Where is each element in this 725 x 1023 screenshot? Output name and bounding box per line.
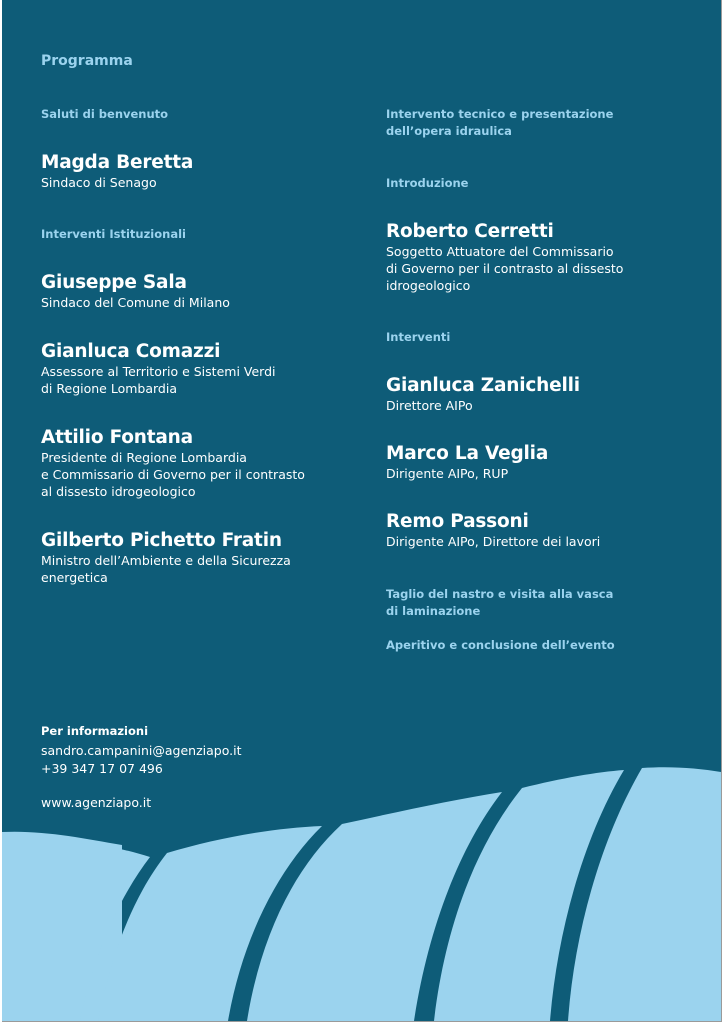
speaker-role: Ministro dell’Ambiente e della Sicurezza energetica — [41, 553, 291, 585]
speaker-role: Presidente di Regione Lombardia e Commissario di Governo per il contrasto al dissesto idrogeologico — [41, 450, 305, 499]
speaker-name: Marco La Veglia — [386, 443, 549, 464]
intro-heading: Introduzione — [386, 176, 469, 190]
contact-phone: +39 347 17 07 496 — [41, 761, 163, 776]
speaker-name: Attilio Fontana — [41, 427, 193, 448]
speaker-role: Soggetto Attuatore del Commissario di Governo per il contrasto al dissesto idrogeologico — [386, 244, 624, 293]
speaker-block — [386, 511, 600, 550]
technical-heading: Intervento tecnico e presentazione dell’opera idraulica — [386, 107, 614, 138]
speaker-block — [386, 375, 580, 414]
speaker-name: Gianluca Zanichelli — [386, 375, 580, 396]
speaker-block — [41, 272, 230, 311]
speaker-block — [41, 427, 305, 500]
institutional-heading: Interventi Istituzionali — [41, 227, 186, 241]
speaker-role: Sindaco del Comune di Milano — [41, 295, 230, 310]
ribbon-cutting-heading: Taglio del nastro e visita alla vasca di laminazione — [386, 587, 614, 618]
speaker-block — [386, 443, 548, 482]
speaker-name: Magda Beretta — [41, 152, 194, 173]
speaker-name: Roberto Cerretti — [386, 221, 554, 242]
speaker-name: Gilberto Pichetto Fratin — [41, 530, 282, 551]
info-heading: Per informazioni — [41, 724, 149, 738]
program-heading: Programma — [41, 53, 133, 69]
speaker-role: Sindaco di Senago — [41, 175, 157, 190]
wave-decoration — [2, 760, 721, 1021]
program-page — [2, 0, 722, 1022]
speaker-role: Dirigente AIPo, Direttore dei lavori — [386, 534, 601, 549]
speaker-block — [41, 530, 291, 586]
speaker-name: Remo Passoni — [386, 511, 529, 532]
interventions-heading: Interventi — [386, 330, 451, 344]
website-link[interactable]: www.agenziapo.it — [41, 795, 152, 810]
contact-email[interactable]: sandro.campanini@agenziapo.it — [41, 743, 242, 758]
speaker-block — [386, 221, 623, 294]
closing-heading: Aperitivo e conclusione dell’evento — [386, 638, 615, 652]
speaker-role: Dirigente AIPo, RUP — [386, 466, 509, 481]
speaker-block — [41, 341, 276, 397]
speaker-name: Gianluca Comazzi — [41, 341, 221, 362]
speaker-role: Assessore al Territorio e Sistemi Verdi di Regione Lombardia — [41, 364, 276, 396]
speaker-role: Direttore AIPo — [386, 398, 473, 413]
speaker-name: Giuseppe Sala — [41, 272, 187, 293]
welcome-heading: Saluti di benvenuto — [41, 107, 169, 121]
speaker-block — [41, 152, 193, 191]
